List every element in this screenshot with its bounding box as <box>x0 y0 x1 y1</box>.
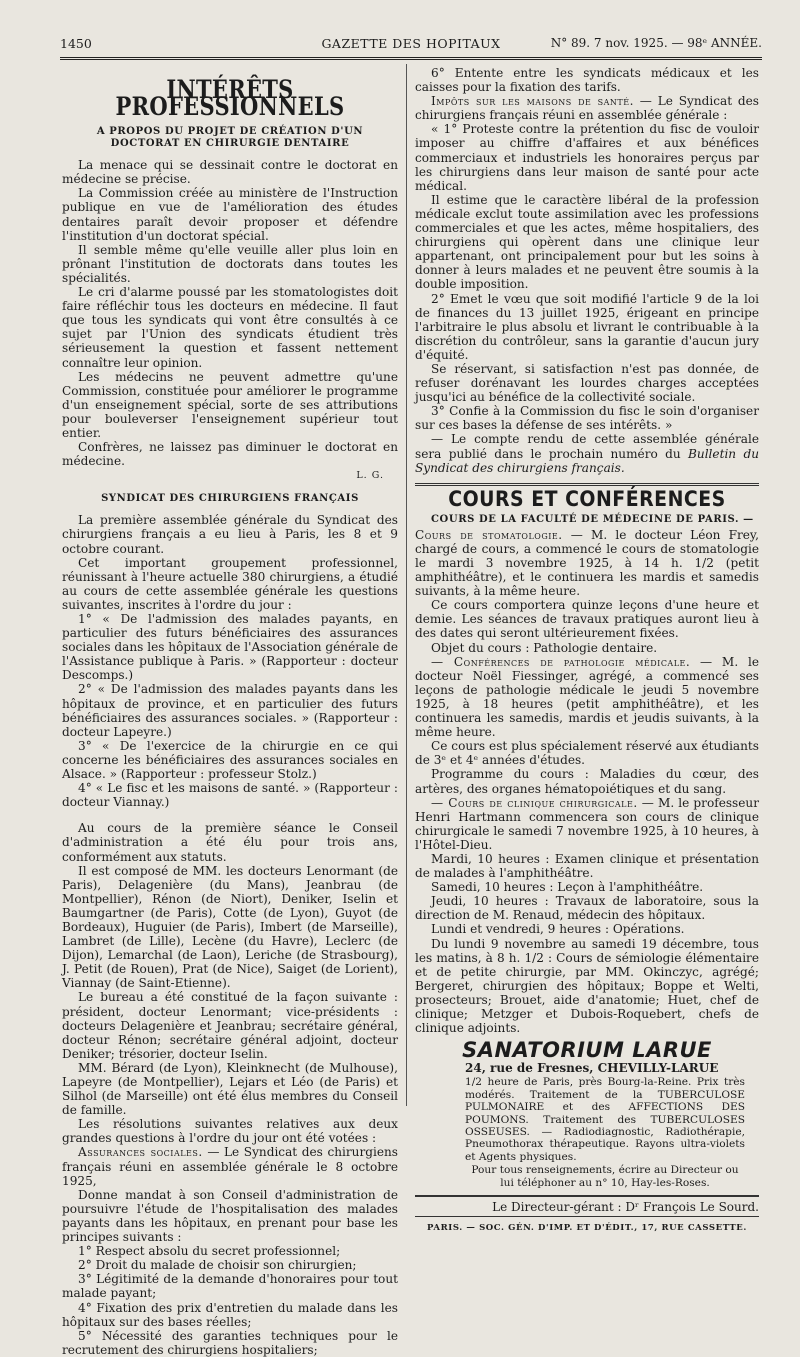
running-header <box>60 34 762 54</box>
paragraph: Du lundi 9 novembre au samedi 19 décembre, tous les matins, à 8 h. 1/2 : Cours de sémiologie élémentaire et de petite chirurgie, par MM. Okinczyc, agrégé; Bergeret, chirurgien des hôpitaux; Boppe et Welti, prosecteurs; Brouet, aide d'anatomie; Huet, chef de clinique; Metzger et Dubois-Roquebert, chefs de clinique adjoints. <box>415 936 759 1036</box>
paragraph: 1° « De l'admission des malades payants, en particulier des futurs bénéficiaires des assurances sociales dans les hôpitaux de l'Association générale de l'Assistance publique à Paris. » (Rapporteur : docteur Descomps.) <box>62 612 398 683</box>
paragraph: Il est composé de MM. les docteurs Lenormant (de Paris), Delagenière (du Mans), Jeanbrau (de Montpellier), Rénon (de Niort), Deniker, Iselin et Baumgartner (de Paris), Cotte (de Lyon), Guyot (de Bordeaux), Huguier (de Paris), Imbert (de Marseille), Lambret (de Lille), Lecène (du Havre), Leclerc (de Dijon), Lemarchal (de Laon), Leriche (de Strasbourg), J. Petit (de Rouen), Prat (de Nice), Saiget (de Lorient), Viannay (de Saint-Etienne). <box>62 863 398 991</box>
run-in-heading: — Conférences de pathologie médicale. <box>431 654 691 669</box>
left-column <box>62 66 398 1357</box>
header-rule <box>60 57 762 60</box>
paragraph: Les médecins ne peuvent admettre qu'une Commission, constituée pour améliorer le programme d'un enseignement spécial, sorte de ses attributions pour bouleverser l'enseignement supérieur tout entier. <box>62 369 398 440</box>
paragraph: 3° Légitimité de la demande d'honoraires pour tout malade payant; <box>62 1272 398 1301</box>
ad-title: SANATORIUM LARUE <box>462 1038 712 1063</box>
paragraph: Lundi et vendredi, 9 heures : Opérations. <box>431 922 685 937</box>
section-title: INTÉRÊTS PROFESSIONNELS <box>115 73 345 121</box>
paragraph: Se réservant, si satisfaction n'est pas donnée, de refuser dorénavant les lourdes charges acceptées jusqu'ici au bénéfice de la collectivité sociale. <box>415 361 759 405</box>
paragraph: 3° Confie à la Commission du fisc le soin d'organiser sur ces bases la défense de ses intérêts. » <box>415 404 759 433</box>
paragraph: Il estime que le caractère libéral de la profession médicale exclut toute assimilation avec les professions commerciales et que les actes, même hospitaliers, des chirurgiens qui opèrent dans une clinique leur appartenant, ont principalement pour but les soins à donner à leurs malades et ne peuvent être soumis à la double imposition. <box>415 192 759 292</box>
paragraph-patho: — Conférences de pathologie médicale. — M. le docteur Noël Fiessinger, agrégé, a commencé ses leçons de pathologie médicale le jeudi 5 novembre 1925, à 18 heures (petit amphithéâtre), et les continuera les samedis, mardis et jeudis suivants, à la même heure. <box>415 654 759 740</box>
paragraph: MM. Bérard (de Lyon), Kleinknecht (de Mulhouse), Lapeyre (de Montpellier), Lejars et Léo (de Paris) et Silhol (de Marseille) ont été élus membres du Conseil de famille. <box>62 1060 398 1118</box>
section-rule <box>415 483 759 486</box>
journal-title: GAZETTE DES HOPITAUX <box>321 36 501 51</box>
signature: L. G. <box>356 470 384 482</box>
run-in-heading: Cours de stomatologie. <box>415 527 563 542</box>
paragraph: Cet important groupement professionnel, réunissant à l'heure actuelle 380 chirurgiens, a étudié au cours de cette assemblée générale les questions suivantes, inscrites à l'ordre du jour : <box>62 555 398 612</box>
paragraph: 5° Nécessité des garanties techniques pour le recrutement des chirurgiens hospitaliers; <box>62 1328 398 1357</box>
article-doctorat-body <box>62 158 398 468</box>
paragraph: Les résolutions suivantes relatives aux deux grandes questions à l'ordre du jour ont été votées : <box>62 1117 398 1146</box>
paragraph: Jeudi, 10 heures : Travaux de laboratoire, sous la direction de M. Renaud, médecin des hôpitaux. <box>415 894 759 923</box>
paragraph: Le cri d'alarme poussé par les stomatologistes doit faire réfléchir tous les docteurs en médecine. Il faut que tous les syndicats qui vont être consultés à ce sujet par l'Union des syndicats étudient très sérieusement la question et fassent nettement connaître leur opinion. <box>62 285 398 370</box>
paragraph-stomato: Cours de stomatologie. — M. le docteur Léon Frey, chargé de cours, a commencé le cours de stomatologie le mardi 3 novembre 1925, à 14 h. 1/2 (petit amphithéâtre), et le continuera les mardis et samedis suivants, à la même heure. <box>415 527 759 599</box>
paragraph: La Commission créée au ministère de l'Instruction publique en vue de l'amélioration des études dentaires paraît devoir proposer et défendre l'institution d'un doctorat spécial. <box>62 186 398 243</box>
issue-info: N° 89. 7 nov. 1925. — 98ᵉ ANNÉE. <box>550 36 762 50</box>
page-number: 1450 <box>60 36 92 51</box>
article-heading-doctorat: A PROPOS DU PROJET DE CRÉATION D'UN DOCTORAT EN CHIRURGIE DENTAIRE <box>96 126 364 150</box>
paragraph: Au cours de la première séance le Conseil d'administration a été élu pour trois ans, conformément aux statuts. <box>62 821 398 864</box>
article-heading-syndicat: SYNDICAT DES CHIRURGIENS FRANÇAIS <box>101 493 359 505</box>
ad-contact: Pour tous renseignements, écrire au Directeur ou lui téléphoner au n° 10, Hay-les-Roses. <box>471 1164 739 1189</box>
run-in-heading: Assurances sociales. <box>78 1145 203 1160</box>
paragraph: « 1° Proteste contre la prétention du fisc de vouloir imposer au chiffre d'affaires et aux bénéfices commerciaux et industriels les honoraires perçus par les chirurgiens dans leur maison de santé pour acte médical. <box>415 122 759 193</box>
paragraph: Confrères, ne laissez pas diminuer le doctorat en médecine. <box>62 440 398 469</box>
run-in-heading: — Cours de clinique chirurgicale. <box>431 795 638 810</box>
paragraph: La première assemblée générale du Syndicat des chirurgiens français a eu lieu à Paris, les 8 et 9 octobre courant. <box>62 513 398 556</box>
director-line: Le Directeur-gérant : Dʳ François Le Sourd. <box>415 1195 759 1217</box>
paragraph: 1° Respect absolu du secret professionnel; <box>78 1244 341 1259</box>
paragraph: Ce cours est plus spécialement réservé aux étudiants de 3ᵉ et 4ᵉ années d'études. <box>415 739 759 768</box>
article-syndicat-body <box>62 513 398 1357</box>
paragraph: Mardi, 10 heures : Examen clinique et présentation de malades à l'amphithéâtre. <box>415 851 759 881</box>
paragraph: Donne mandat à son Conseil d'administration de poursuivre l'étude de l'hospitalisation des malades payants dans les hôpitaux, en prenant pour base les principes suivants : <box>62 1187 398 1245</box>
paragraph: Programme du cours : Maladies du cœur, des artères, des organes hématopoiétiques et du sang. <box>415 767 759 796</box>
ad-address: 24, rue de Fresnes, CHEVILLY-LARUE <box>465 1061 719 1076</box>
paragraph: 2° Droit du malade de choisir son chirurgien; <box>78 1258 357 1273</box>
ad-text: 1/2 heure de Paris, près Bourg-la-Reine. Prix très modérés. Traitement de la TUBERCULOSE PULMONAIRE et des AFFECTIONS DES POUMONS. Traitement des TUBERCULOSES OSSEUSES. — Radiodiagnostic, Radiothérapie, Pneumothorax thérapeutique. Rayons ultra-violets et Agents physiques. <box>465 1076 745 1163</box>
paragraph: 4° Fixation des prix d'entretien du malade dans les hôpitaux sur des bases réelles; <box>62 1300 398 1329</box>
section-title-cours: COURS ET CONFÉRENCES <box>448 486 726 511</box>
paragraph: 4° « Le fisc et les maisons de santé. » (Rapporteur : docteur Viannay.) <box>62 781 398 810</box>
paragraph: 2° « De l'admission des malades payants dans les hôpitaux de province, et en particulier des futurs bénéficiaires des assurances sociales. » (Rapporteur : docteur Lapeyre.) <box>62 682 398 739</box>
run-in-heading: Impôts sur les maisons de santé. <box>431 94 634 109</box>
paragraph: 2° Emet le vœu que soit modifié l'article 9 de la loi de finances du 13 juillet 1925, érigeant en principe l'arbitraire le plus absolu et livrant le contribuable à la discrétion du contrôleur, sans la garantie d'aucun jury d'équité. <box>415 291 759 362</box>
printer-line: PARIS. — SOC. GÉN. D'IMP. ET D'ÉDIT., 17, RUE CASSETTE. <box>427 1223 747 1234</box>
column-separator <box>406 64 407 1106</box>
paragraph-clinique: — Cours de clinique chirurgicale. — M. le professeur Henri Hartmann commencera son cours de clinique chirurgicale le samedi 7 novembre 1925, à 10 heures, à l'Hôtel-Dieu. <box>415 795 759 852</box>
faculte-heading: COURS DE LA FACULTÉ DE MÉDECINE DE PARIS. — <box>431 513 754 525</box>
paragraph-impots: Impôts sur les maisons de santé. — Le Syndicat des chirurgiens français réuni en assemblée générale : <box>415 94 759 123</box>
paragraph: 3° « De l'exercice de la chirurgie en ce qui concerne les bénéficiaires des assurances sociales en Alsace. » (Rapporteur : professeur Stolz.) <box>62 738 398 782</box>
paragraph: Ce cours comportera quinze leçons d'une heure et demie. Les séances de travaux pratiques auront lieu à des dates qui seront ultérieurement fixées. <box>415 598 759 641</box>
paragraph: Objet du cours : Pathologie dentaire. <box>431 640 658 655</box>
paragraph-assurances: Assurances sociales. — Le Syndicat des chirurgiens français réuni en assemblée générale le 8 octobre 1925, <box>62 1145 398 1188</box>
paragraph: Il semble même qu'elle veuille aller plus loin en prônant l'institution de doctorats dans toutes les spécialités. <box>62 242 398 285</box>
right-column <box>415 66 759 1235</box>
paragraph: La menace qui se dessinait contre le doctorat en médecine se précise. <box>62 158 398 187</box>
advertisement <box>415 1038 759 1189</box>
paragraph: Samedi, 10 heures : Leçon à l'amphithéâtre. <box>431 880 704 895</box>
paragraph: Le bureau a été constitué de la façon suivante : président, docteur Lenormant; vice-présidents : docteurs Delagenière et Jeanbrau; secrétaire général, docteur Rénon; secrétaire général adjoint, docteur Deniker; trésorier, docteur Iselin. <box>62 990 398 1061</box>
paragraph: 6° Entente entre les syndicats médicaux et les caisses pour la fixation des tarifs. <box>415 66 759 95</box>
paragraph-compte-rendu: — Le compte rendu de cette assemblée générale sera publié dans le prochain numéro du Bulletin du Syndicat des chirurgiens français. <box>415 432 759 475</box>
